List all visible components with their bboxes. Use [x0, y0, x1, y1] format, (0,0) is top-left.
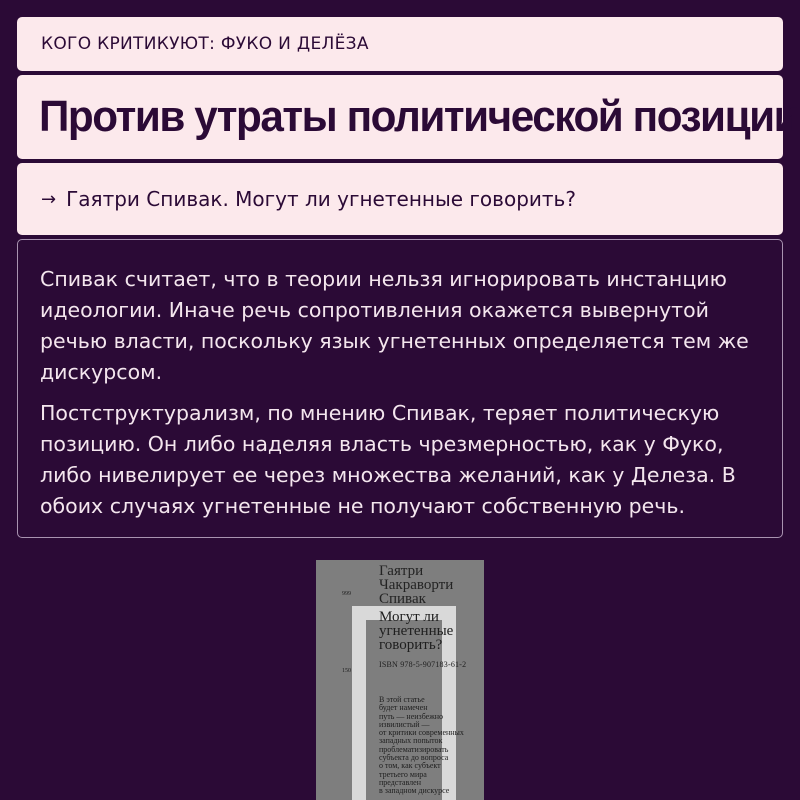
book-title-line: говорить? — [379, 637, 443, 653]
headline-panel — [17, 75, 799, 159]
book-blurb — [379, 696, 479, 796]
blurb-line: извилистый — — [379, 719, 430, 729]
book-title-line: Могут ли — [379, 609, 439, 625]
book-title — [379, 610, 453, 652]
blurb-line: представлен — [379, 777, 421, 787]
book-author-line: Чакраворти — [379, 577, 454, 593]
blurb-line: будет намечен — [379, 703, 428, 713]
blurb-line: западных попыток — [379, 736, 443, 746]
blurb-line: о том, как субъект — [379, 761, 441, 771]
blurb-line: от критики современных — [379, 728, 464, 738]
blurb-line: путь — неизбежно — [379, 711, 444, 721]
arrow-right-icon: → — [41, 188, 57, 210]
blurb-line: В этой статье — [379, 695, 425, 704]
blurb-line: в западном дискурсе — [379, 786, 450, 796]
book-title-line: угнетенные — [379, 623, 454, 639]
source-title: Гаятри Спивак. Могут ли угнетенные говорить? — [66, 187, 576, 211]
spine-mark-top: 999 — [342, 591, 351, 597]
summary-panel — [17, 239, 783, 538]
page-title: Против утраты политической позиции — [39, 92, 799, 141]
spine-mark-bottom: 150 — [342, 668, 351, 674]
book-author — [379, 564, 453, 606]
book-author-line: Гаятри — [379, 563, 424, 579]
source-reference — [17, 163, 783, 235]
book-cover-image — [316, 560, 484, 800]
summary-paragraph-2: Постструктурализм, по мнению Спивак, теряет политическую позицию. Он либо наделяя власть чрезмерностью, как у Фуко, либо нивелирует ее через множества желаний, как у Делеза. В обоих случаях угнетенные не получают собственную речь. — [40, 401, 736, 518]
section-kicker: КОГО КРИТИКУЮТ: ФУКО И ДЕЛЁЗА — [17, 17, 783, 71]
blurb-line: субъекта до вопроса — [379, 753, 449, 763]
blurb-line: проблематизировать — [379, 744, 449, 754]
book-isbn: ISBN 978-5-907183-61-2 — [379, 660, 467, 669]
summary-paragraph-1: Спивак считает, что в теории нельзя игнорировать инстанцию идеологии. Иначе речь сопротивления окажется вывернутой речью власти, поскольку язык угнетенных определяется тем же дискурсом. — [40, 267, 749, 384]
book-author-line: Спивак — [379, 591, 426, 607]
blurb-line: третьего мира — [379, 769, 427, 779]
